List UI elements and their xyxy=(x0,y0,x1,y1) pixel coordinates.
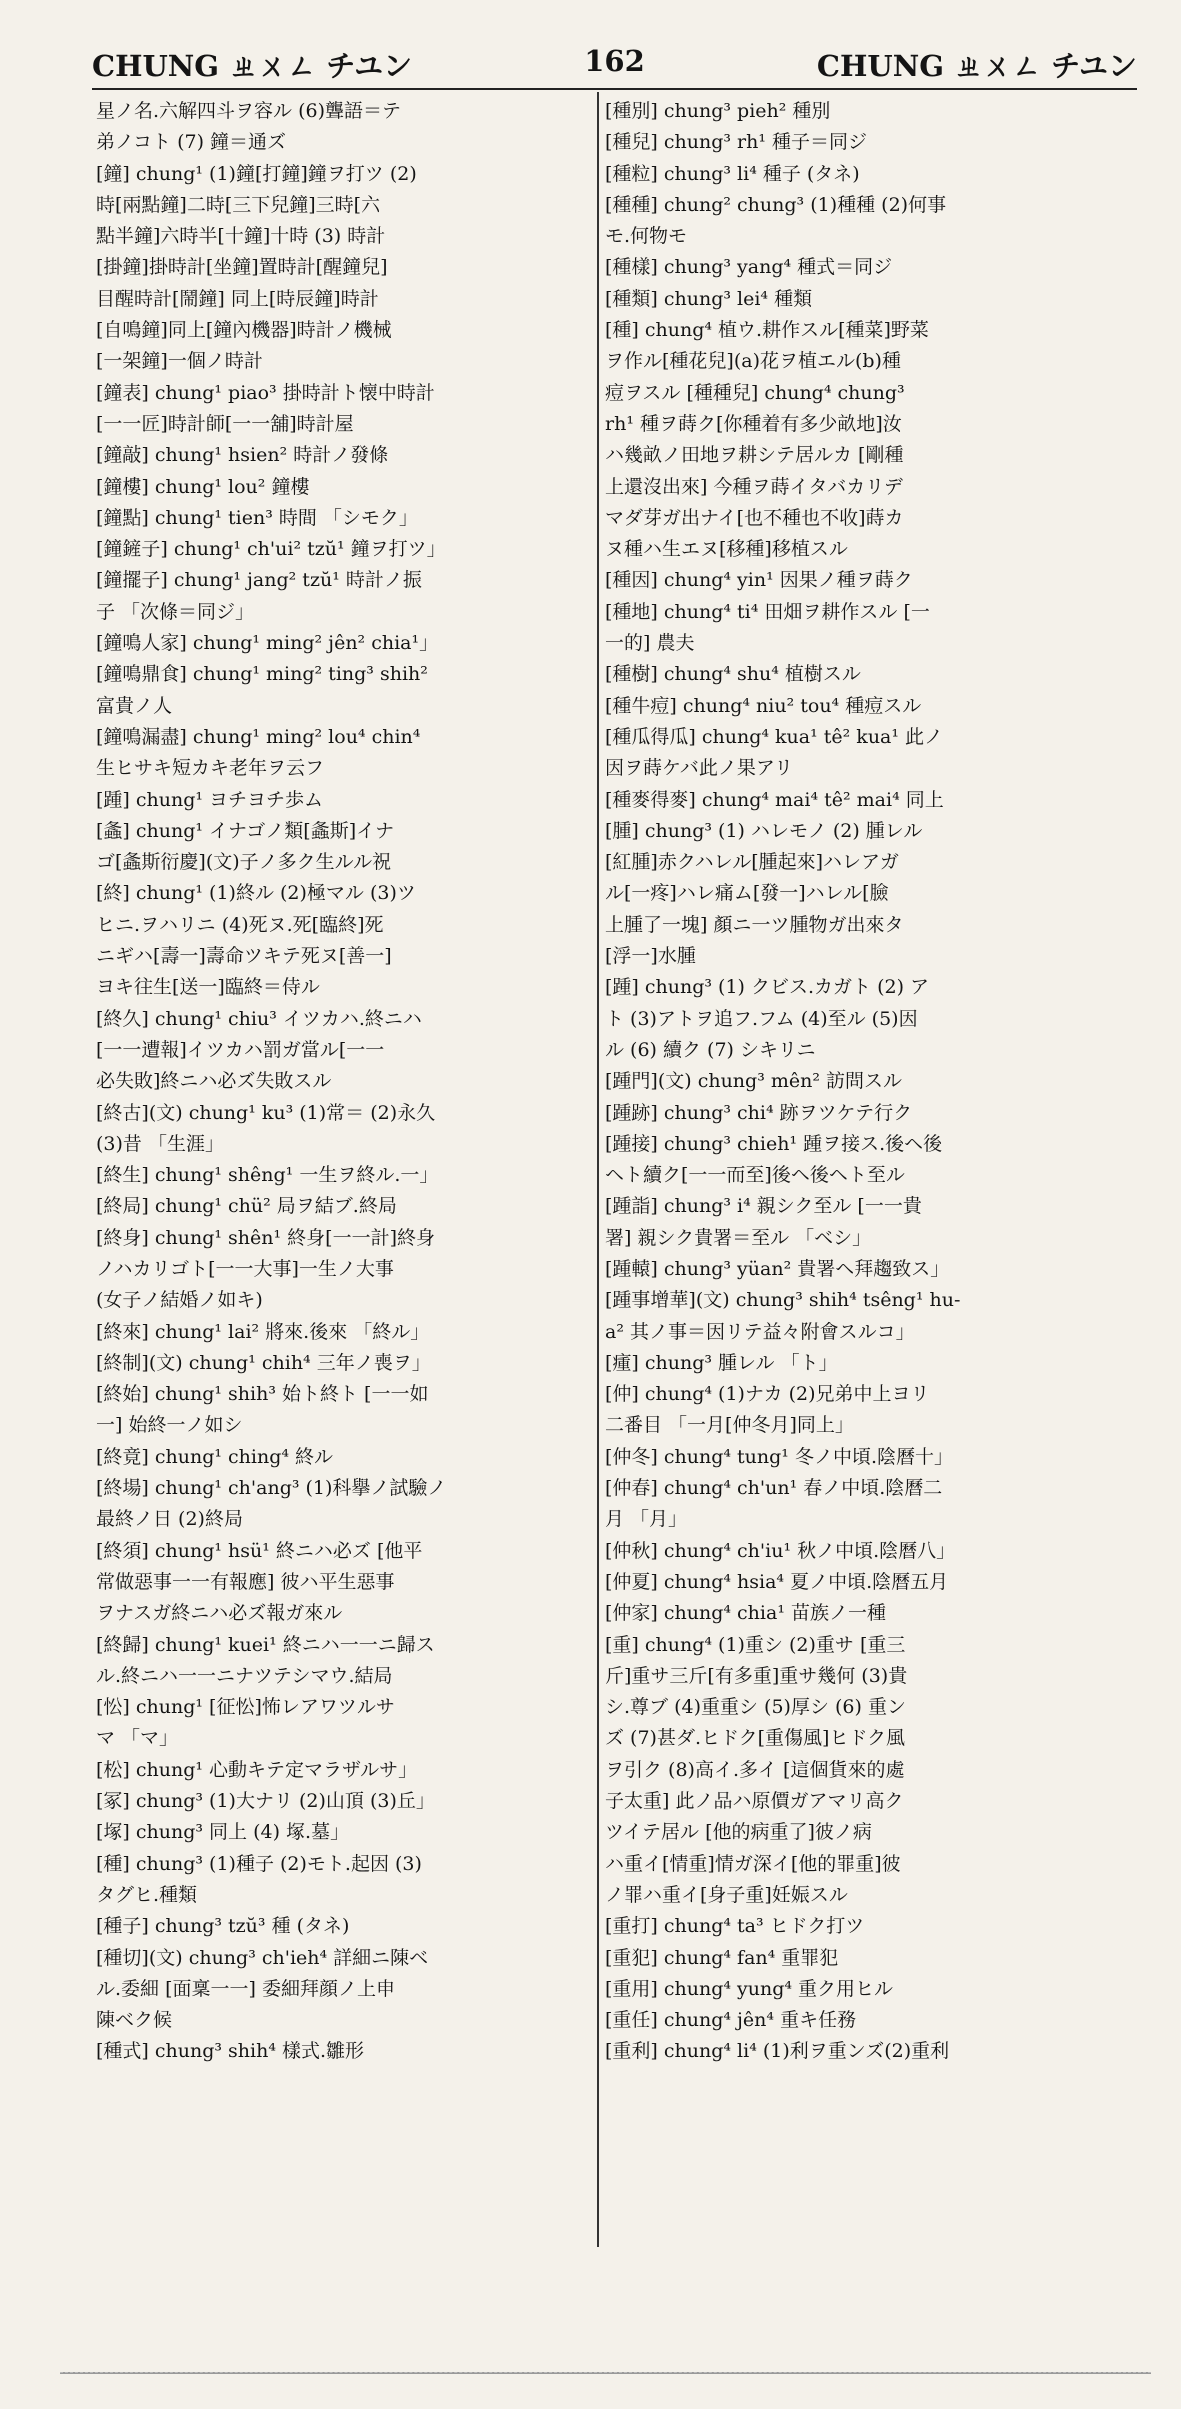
entry-line: ヲ作ル[種花兒](a)花ヲ植エル(b)種 xyxy=(605,350,901,373)
entry-line: [踵] chung¹ ヨチヨチ歩ム xyxy=(96,788,324,811)
entry-line: [鐘鏟子] chung¹ ch'ui² tzŭ¹ 鐘ヲ打ツ」 xyxy=(96,538,446,561)
entry-line: ル.委細 [面稟一一] 委細拜顔ノ上申 xyxy=(96,1977,395,2000)
entry-line: 痘ヲスル [種種兒] chung⁴ chung³ xyxy=(605,381,905,404)
entry-line: [種麥得麥] chung⁴ mai⁴ tê² mai⁴ 同上 xyxy=(605,788,944,811)
entry-line: タグヒ.種類 xyxy=(96,1883,198,1906)
entry-line: ハ幾畝ノ田地ヲ耕シテ居ルカ [剛種 xyxy=(605,444,904,467)
entry-line: [鐘點] chung¹ tien³ 時間 「シモク」 xyxy=(96,506,418,529)
right-column xyxy=(605,96,1145,2068)
entry-line: [種地] chung⁴ ti⁴ 田畑ヲ耕作スル [一 xyxy=(605,600,930,623)
entry-line: [仲] chung⁴ (1)ナカ (2)兄弟中上ヨリ xyxy=(605,1383,930,1406)
entry-line: [鐘鳴漏盡] chung¹ ming² lou⁴ chin⁴ xyxy=(96,725,421,748)
entry-line: [紅腫]赤クハレル[腫起來]ハレアガ xyxy=(605,851,899,874)
entry-line: シ.尊ブ (4)重重シ (5)厚シ (6) 重ン xyxy=(605,1696,906,1719)
entry-line: [掛鐘]掛時計[坐鐘]置時計[醒鐘兒] xyxy=(96,256,388,279)
entry-line: 因ヲ蒔ケバ此ノ果アリ xyxy=(605,757,794,780)
entry-line: [種樣] chung³ yang⁴ 種式＝同ジ xyxy=(605,256,893,279)
header-rule xyxy=(92,88,1137,90)
entry-line: [鐘樓] chung¹ lou² 鐘樓 xyxy=(96,475,310,498)
entry-line: [重任] chung⁴ jên⁴ 重キ任務 xyxy=(605,2009,857,2032)
entry-line: ツイテ居ル [他的病重了]彼ノ病 xyxy=(605,1821,872,1844)
entry-line: [終久] chung¹ chiu³ イツカハ.終ニハ xyxy=(96,1007,422,1030)
entry-line: [種瓜得瓜] chung⁴ kua¹ tê² kua¹ 此ノ xyxy=(605,725,944,748)
entry-line: [終竟] chung¹ ching⁴ 終ル xyxy=(96,1445,334,1468)
entry-line: 一] 始終一ノ如シ xyxy=(96,1414,243,1437)
entry-line: [終須] chung¹ hsü¹ 終ニハ必ズ [他平 xyxy=(96,1539,423,1562)
entry-line: ヌ種ハ生エヌ[移種]移植スル xyxy=(605,538,848,561)
entry-line: [塚] chung³ 同上 (4) 塚.墓」 xyxy=(96,1821,350,1844)
entry-line: [終生] chung¹ shêng¹ 一生ヲ終ル.一」 xyxy=(96,1164,439,1187)
entry-line: [仲春] chung⁴ ch'un¹ 春ノ中頃.陰曆二 xyxy=(605,1477,943,1500)
entry-line: [種] chung³ (1)種子 (2)モト.起因 (3) xyxy=(96,1852,422,1875)
entry-line: [種兒] chung³ rh¹ 種子＝同ジ xyxy=(605,131,868,154)
entry-line: [踵轅] chung³ yüan² 貴署ヘ拜趨致ス」 xyxy=(605,1257,950,1280)
entry-line: [仲夏] chung⁴ hsia⁴ 夏ノ中頃.陰曆五月 xyxy=(605,1570,949,1593)
entry-line: [一架鐘]一個ノ時計 xyxy=(96,350,263,373)
entry-line: [冢] chung³ (1)大ナリ (2)山頂 (3)丘」 xyxy=(96,1790,435,1813)
entry-line: [重犯] chung⁴ fan⁴ 重罪犯 xyxy=(605,1946,839,1969)
entry-line: [重] chung⁴ (1)重シ (2)重サ [重三 xyxy=(605,1633,906,1656)
entry-line: モ.何物モ xyxy=(605,225,688,248)
entry-line: 二番目 「一月[仲冬月]同上」 xyxy=(605,1414,854,1437)
entry-line: 必失敗]終ニハ必ズ失敗スル xyxy=(96,1070,332,1093)
entry-line: (女子ノ結婚ノ如キ) xyxy=(96,1289,263,1312)
page-header xyxy=(92,34,1137,86)
entry-line: 點半鐘]六時半[十鐘]十時 (3) 時計 xyxy=(96,225,386,248)
entry-line: [終身] chung¹ shên¹ 終身[一一計]終身 xyxy=(96,1226,435,1249)
entry-line: 時[兩點鐘]二時[三下兒鐘]三時[六 xyxy=(96,193,381,216)
entry-line: ル.終ニハ一一ニナツテシマウ.結局 xyxy=(96,1664,393,1687)
entry-line: [自鳴鐘]同上[鐘內機器]時計ノ機械 xyxy=(96,319,392,342)
entry-line: [松] chung¹ 心動キテ定マラザルサ」 xyxy=(96,1758,418,1781)
entry-line: [踵事增華](文) chung³ shih⁴ tsêng¹ hu- xyxy=(605,1289,961,1312)
entry-line: [終來] chung¹ lai² 將來.後來 「終ル」 xyxy=(96,1320,430,1343)
entry-line: 生ヒサキ短カキ老年ヲ云フ xyxy=(96,757,325,780)
entry-line: [種子] chung³ tzŭ³ 種 (タネ) xyxy=(96,1915,350,1938)
entry-line: ヒニ.ヲハリニ (4)死ヌ.死[臨終]死 xyxy=(96,913,384,936)
entry-line: [種因] chung⁴ yin¹ 因果ノ種ヲ蒔ク xyxy=(605,569,913,592)
header-right-guide-word: CHUNG ㄓㄨㄥ チユン xyxy=(816,49,1137,83)
entry-line: [一一匠]時計師[一一舖]時計屋 xyxy=(96,412,354,435)
entry-line: ニギハ[壽一]壽命ツキテ死ヌ[善一] xyxy=(96,945,392,968)
page-number: 162 xyxy=(584,44,645,78)
entry-line: ヨキ往生[送一]臨終＝侍ル xyxy=(96,976,320,999)
entry-line: [重用] chung⁴ yung⁴ 重ク用ヒル xyxy=(605,1977,894,2000)
entry-line: [終制](文) chung¹ chih⁴ 三年ノ喪ヲ」 xyxy=(96,1351,431,1374)
entry-line: [終歸] chung¹ kuei¹ 終ニハ一一ニ歸ス xyxy=(96,1633,435,1656)
entry-line: ヲ引ク (8)高イ.多イ [這個貨來的處 xyxy=(605,1758,905,1781)
entry-line: [仲秋] chung⁴ ch'iu¹ 秋ノ中頃.陰曆八」 xyxy=(605,1539,956,1562)
entry-line: ヲナスガ終ニハ必ズ報ガ來ル xyxy=(96,1602,343,1625)
entry-line: 弟ノコト (7) 鐘＝通ズ xyxy=(96,131,287,154)
entry-line: [鐘擺子] chung¹ jang² tzŭ¹ 時計ノ振 xyxy=(96,569,422,592)
entry-line: ヘト續ク[一一而至]後ヘ後ヘト至ル xyxy=(605,1164,905,1187)
entry-line: [鐘敲] chung¹ hsien² 時計ノ發條 xyxy=(96,444,389,467)
entry-line: ゴ[螽斯衍慶](文)子ノ多ク生ルル祝 xyxy=(96,851,392,874)
entry-line: [一一遭報]イツカハ罰ガ當ル[一一 xyxy=(96,1038,385,1061)
entry-line: [終局] chung¹ chü² 局ヲ結ブ.終局 xyxy=(96,1195,397,1218)
entry-line: [種切](文) chung³ ch'ieh⁴ 詳細ニ陳ベ xyxy=(96,1946,429,1969)
left-column xyxy=(96,96,616,2068)
entry-line: 月 「月」 xyxy=(605,1508,688,1531)
entry-line: ハ重イ[情重]情ガ深イ[他的罪重]彼 xyxy=(605,1852,901,1875)
entry-line: 子太重] 此ノ品ハ原價ガアマリ高ク xyxy=(605,1790,904,1813)
entry-line: (3)昔 「生涯」 xyxy=(96,1132,224,1155)
entry-line: a² 其ノ事＝因リテ益々附會スルコ」 xyxy=(605,1320,915,1343)
entry-line: [鐘鳴人家] chung¹ ming² jên² chia¹」 xyxy=(96,632,439,655)
entry-line: [瘇] chung³ 腫レル 「ト」 xyxy=(605,1351,838,1374)
entry-line: [鐘表] chung¹ piao³ 掛時計ト懐中時計 xyxy=(96,381,435,404)
entry-line: [種種] chung² chung³ (1)種種 (2)何事 xyxy=(605,193,947,216)
footer-rule xyxy=(60,2372,1151,2374)
entry-line: 上還沒出來] 今種ヲ蒔イタバカリデ xyxy=(605,475,903,498)
entry-line: [腫] chung³ (1) ハレモノ (2) 腫レル xyxy=(605,819,923,842)
entry-line: [鐘鳴鼎食] chung¹ ming² ting³ shih² xyxy=(96,663,428,686)
header-left-guide-word: CHUNG ㄓㄨㄥ チユン xyxy=(92,49,413,83)
entry-line: [重打] chung⁴ ta³ ヒドク打ツ xyxy=(605,1915,865,1938)
entry-line: 上腫了一塊] 顏ニ一ツ腫物ガ出來タ xyxy=(605,913,904,936)
entry-line: 子 「次條＝同ジ」 xyxy=(96,600,255,623)
entry-line: 一的] 農夫 xyxy=(605,632,695,655)
entry-line: [終] chung¹ (1)終ル (2)極マル (3)ツ xyxy=(96,882,416,905)
entry-line: 常做惡事一一有報應] 彼ハ平生惡事 xyxy=(96,1570,395,1593)
entry-line: マダ芽ガ出ナイ[也不種也不收]蒔カ xyxy=(605,506,904,529)
entry-line: 目醒時計[鬧鐘] 同上[時辰鐘]時計 xyxy=(96,287,379,310)
entry-line: [種類] chung³ lei⁴ 種類 xyxy=(605,287,813,310)
entry-line: ノ罪ハ重イ[身子重]妊娠スル xyxy=(605,1883,848,1906)
entry-line: 陳ベク候 xyxy=(96,2009,173,2032)
entry-line: [終古](文) chung¹ ku³ (1)常＝ (2)永久 xyxy=(96,1101,436,1124)
entry-line: 星ノ名.六解四斗ヲ容ル (6)聾語＝テ xyxy=(96,100,401,122)
entry-line: [仲冬] chung⁴ tung¹ 冬ノ中頃.陰曆十」 xyxy=(605,1445,954,1468)
entry-line: ズ (7)甚ダ.ヒドク[重傷風]ヒドク風 xyxy=(605,1727,906,1750)
entry-line: rh¹ 種ヲ蒔ク[你種着有多少畝地]汝 xyxy=(605,412,902,435)
entry-line: [鐘] chung¹ (1)鐘[打鐘]鐘ヲ打ツ (2) xyxy=(96,162,417,185)
entry-line: [仲家] chung⁴ chia¹ 苗族ノ一種 xyxy=(605,1602,886,1625)
entry-line: 富貴ノ人 xyxy=(96,694,173,717)
entry-line: 最終ノ日 (2)終局 xyxy=(96,1508,243,1531)
entry-line: ノハカリゴト[一一大事]一生ノ大事 xyxy=(96,1257,394,1280)
column-divider xyxy=(597,92,599,2247)
entry-line: [種粒] chung³ li⁴ 種子 (タネ) xyxy=(605,162,860,185)
entry-line: [種樹] chung⁴ shu⁴ 植樹スル xyxy=(605,663,861,686)
entry-line: [螽] chung¹ イナゴノ類[螽斯]イナ xyxy=(96,819,395,842)
entry-line: マ 「マ」 xyxy=(96,1727,179,1750)
entry-line: ル (6) 續ク (7) シキリニ xyxy=(605,1038,816,1061)
entry-line: [重利] chung⁴ li⁴ (1)利ヲ重ンズ(2)重利 xyxy=(605,2040,950,2063)
entry-line: [種式] chung³ shih⁴ 樣式.雛形 xyxy=(96,2040,365,2063)
entry-line: 斤]重サ三斤[有多重]重サ幾何 (3)貴 xyxy=(605,1664,908,1687)
entry-line: [種牛痘] chung⁴ niu² tou⁴ 種痘スル xyxy=(605,694,922,717)
entry-line: [浮一]水腫 xyxy=(605,945,696,968)
entry-line: [種別] chung³ pieh² 種別 xyxy=(605,100,831,122)
entry-line: [終場] chung¹ ch'ang³ (1)科擧ノ試驗ノ xyxy=(96,1477,447,1500)
entry-line: [踵] chung³ (1) クビス.カガト (2) ア xyxy=(605,976,930,999)
entry-line: [種] chung⁴ 植ウ.耕作スル[種菜]野菜 xyxy=(605,319,929,342)
entry-line: [踵跡] chung³ chi⁴ 跡ヲツケテ行ク xyxy=(605,1101,913,1124)
entry-line: [踵門](文) chung³ mên² 訪問スル xyxy=(605,1070,903,1093)
entry-line: [踵詣] chung³ i⁴ 親シク至ル [一一貴 xyxy=(605,1195,922,1218)
entry-line: [忪] chung¹ [征忪]怖レアワツルサ xyxy=(96,1696,395,1719)
entry-line: ト (3)アトヲ追フ.フム (4)至ル (5)因 xyxy=(605,1007,918,1030)
entry-line: ル[一疼]ハレ痛ム[發一]ハレル[臉 xyxy=(605,882,889,905)
entry-line: [終始] chung¹ shih³ 始ト終ト [一一如 xyxy=(96,1383,429,1406)
entry-line: 署] 親シク貴署＝至ル 「ベシ」 xyxy=(605,1226,872,1249)
entry-line: [踵接] chung³ chieh¹ 踵ヲ接ス.後ヘ後 xyxy=(605,1132,943,1155)
